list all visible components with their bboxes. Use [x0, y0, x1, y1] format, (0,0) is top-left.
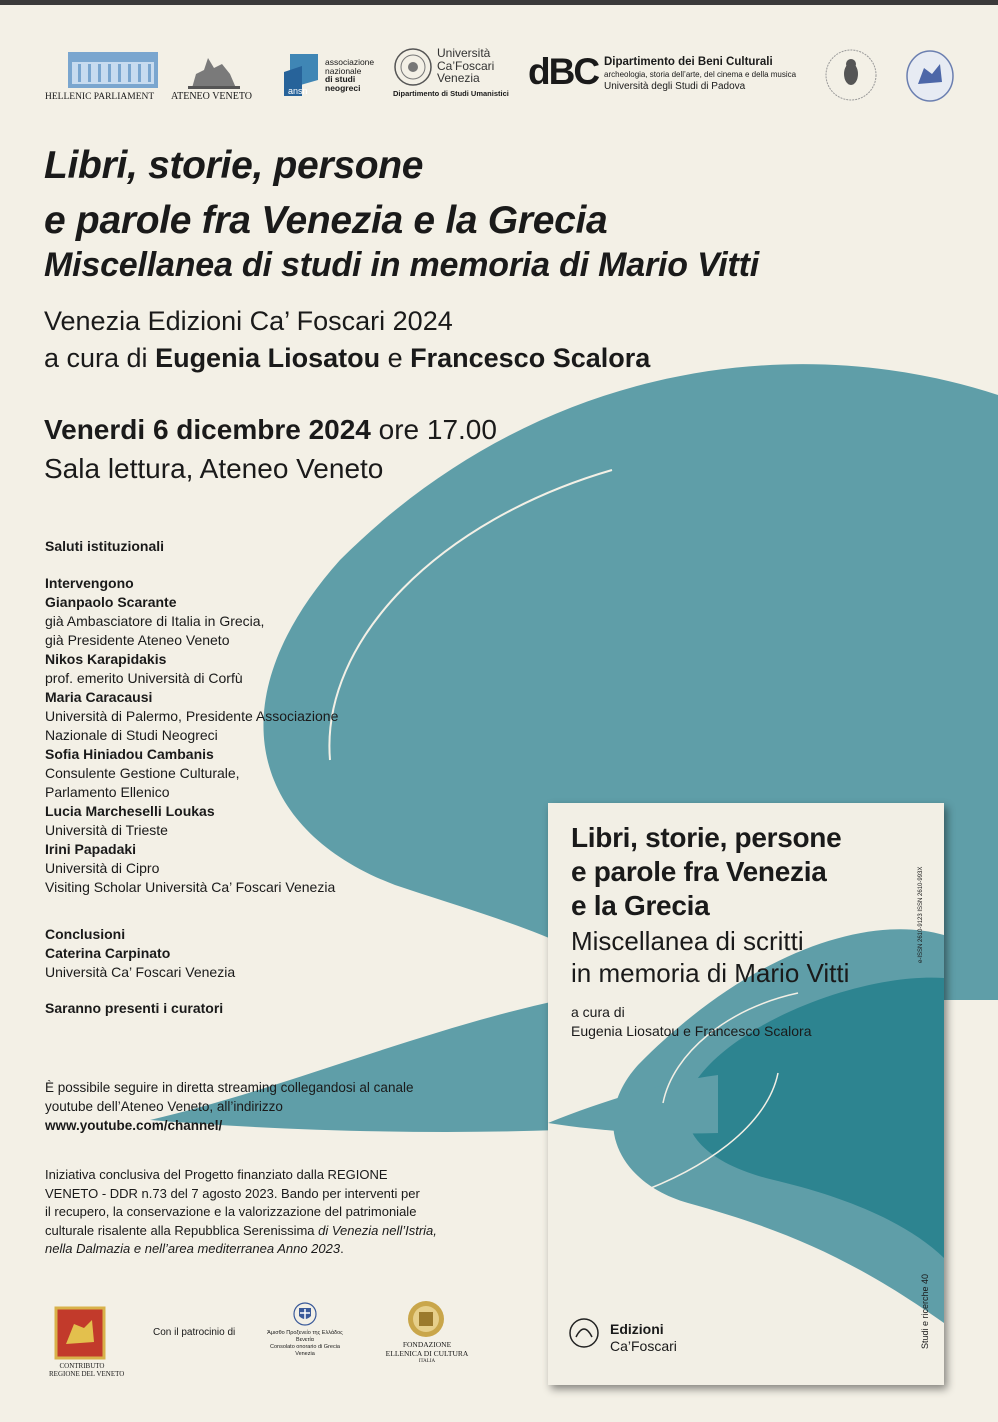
- curators-note: Saranno presenti i curatori: [45, 1000, 224, 1016]
- speaker-name: Nikos Karapidakis: [45, 651, 167, 667]
- ansn-label: [325, 58, 374, 92]
- funding-line4: [45, 1222, 437, 1241]
- cafoscari-label-line1: Università: [437, 46, 491, 60]
- streaming-info: [45, 1078, 413, 1135]
- speaker-name: Gianpaolo Scarante: [45, 594, 177, 610]
- fondazione-line3: ITALIA: [418, 1359, 436, 1364]
- ansn-logo: [282, 52, 320, 98]
- editor-2: Francesco Scalora: [410, 343, 651, 373]
- speaker-name: Sofia Hiniadou Cambanis: [45, 746, 214, 762]
- hellenic-parliament-logo: [66, 48, 162, 90]
- consolato-line4: Venezia: [295, 1351, 315, 1357]
- dbc-line2: archeologia, storia dell’arte, del cinema e della musica: [604, 70, 797, 79]
- ateneo-veneto-logo: [186, 52, 242, 90]
- consulate-seal-icon: [906, 50, 954, 102]
- funding-line1: Iniziativa conclusiva del Progetto finanziato dalla REGIONE: [45, 1167, 388, 1182]
- ansn-short-text: ansn: [288, 86, 308, 96]
- event-day: Venerdi 6 dicembre 2024: [44, 414, 371, 445]
- hellenic-parliament-label: HELLENIC PARLIAMENT: [45, 92, 155, 102]
- cafoscari-dept: Dipartimento di Studi Umanistici: [393, 89, 509, 98]
- book-subtitle: [571, 925, 849, 989]
- fondazione-line1: FONDAZIONE: [402, 1340, 452, 1349]
- book-series: Studi e ricerche 40: [920, 1273, 930, 1349]
- conclusions-heading: Conclusioni: [45, 926, 126, 942]
- main-title-line1: Libri, storie, persone: [44, 144, 424, 187]
- consolato-line2: Βενετία: [296, 1337, 314, 1343]
- cafoscari-seal-icon: [393, 47, 433, 87]
- book-publisher-line1: Edizioni: [610, 1321, 664, 1337]
- greek-coat-of-arms-icon: [292, 1301, 318, 1327]
- speaker-role: Nazionale di Studi Neogreci: [45, 727, 218, 743]
- funding-line4a: culturale risalente alla Repubblica Serenissima: [45, 1222, 319, 1238]
- book-title-line1: Libri, storie, persone: [571, 822, 842, 853]
- main-title-line2: e parole fra Venezia e la Grecia: [44, 199, 608, 242]
- book-subtitle-line2: in memoria di Mario Vitti: [571, 958, 850, 988]
- conclusions-role: Università Ca’ Foscari Venezia: [45, 964, 236, 980]
- speaker-role: già Presidente Ateneo Veneto: [45, 632, 230, 648]
- book-title: [571, 821, 841, 923]
- fondazione-label: [378, 1341, 476, 1367]
- book-title-line3: e la Grecia: [571, 890, 710, 921]
- editors-prefix: a cura di: [44, 343, 156, 373]
- funding-line5-text: nella Dalmazia e nell’area mediterranea Anno 2023: [45, 1241, 341, 1256]
- ansn-label-line3: di studi: [325, 74, 356, 84]
- consolato-line1: Άμισθο Προξενείο της Ελλάδος: [267, 1330, 343, 1336]
- main-title: [44, 138, 607, 248]
- speaker-name: Maria Caracausi: [45, 689, 153, 705]
- editors-and: e: [380, 343, 411, 373]
- book-editors-label: a cura di: [571, 1004, 625, 1020]
- regione-veneto-shield-icon: [54, 1306, 106, 1360]
- streaming-line2: youtube dell’Ateneo Veneto, all’indirizzo: [45, 1099, 283, 1114]
- funding-line3: il recupero, la conservazione e la valorizzazione del patrimoniale: [45, 1204, 417, 1219]
- speaker-role: prof. emerito Università di Corfù: [45, 670, 243, 686]
- book-publisher-line2: Ca’Foscari: [610, 1338, 677, 1354]
- speaker-name: Lucia Marcheselli Loukas: [45, 803, 215, 819]
- speaker-role: Università di Cipro: [45, 860, 160, 876]
- funding-line2: VENETO - DDR n.73 del 7 agosto 2023. Bando per interventi per: [45, 1185, 420, 1201]
- consolato-label: [258, 1330, 352, 1358]
- regione-line1: CONTRIBUTO: [59, 1362, 105, 1370]
- program-speakers: [45, 574, 338, 897]
- main-subtitle: Miscellanea di studi in memoria di Mario Vitti: [44, 246, 760, 284]
- greek-society-seal-icon: [820, 47, 882, 103]
- greetings-heading: Saluti istituzionali: [45, 538, 165, 554]
- editors-line: [44, 343, 650, 374]
- speaker-role: Visiting Scholar Università Ca’ Foscari Venezia: [45, 879, 336, 895]
- ansn-label-line1: associazione: [325, 57, 375, 67]
- speaker-name: Irini Papadaki: [45, 841, 137, 857]
- book-publisher: [610, 1321, 677, 1355]
- book-subtitle-line1: Miscellanea di scritti: [571, 926, 804, 956]
- conclusions-name: Caterina Carpinato: [45, 945, 171, 961]
- conclusions-block: [45, 925, 235, 982]
- streaming-url-link[interactable]: www.youtube.com/channel/: [45, 1118, 223, 1133]
- book-title-line2: e parole fra Venezia: [571, 856, 827, 887]
- speakers-heading: Intervengono: [45, 575, 134, 591]
- regione-veneto-label: [49, 1362, 125, 1378]
- regione-line2: REGIONE DEL VENETO: [49, 1370, 125, 1378]
- funding-line4b: di Venezia nell’Istria,: [318, 1222, 437, 1238]
- speaker-role: già Ambasciatore di Italia in Grecia,: [45, 613, 265, 629]
- cafoscari-label-line2: Ca’Foscari: [437, 58, 495, 73]
- book-cover: [548, 803, 944, 1385]
- dbc-mark: dBC: [528, 51, 599, 92]
- dbc-line3: Università degli Studi di Padova: [604, 81, 746, 92]
- editor-1: Eugenia Liosatou: [155, 343, 381, 373]
- event-venue: Sala lettura, Ateneo Veneto: [44, 453, 384, 484]
- speaker-role: Università di Trieste: [45, 822, 168, 838]
- patronage-label: Con il patrocinio di: [153, 1327, 236, 1338]
- dbc-line1: Dipartimento dei Beni Culturali: [604, 56, 773, 68]
- fondazione-line2: ELLENICA DI CULTURA: [385, 1348, 469, 1358]
- funding-line5: [45, 1240, 437, 1259]
- funding-note: [45, 1166, 437, 1259]
- event-date: [44, 414, 497, 446]
- speaker-role: Consulente Gestione Culturale,: [45, 765, 240, 781]
- ateneo-veneto-label: ATENEO VENETO: [171, 91, 253, 102]
- speaker-role: Università di Palermo, Presidente Associazione: [45, 708, 339, 724]
- consolato-line3: Consolato onorario di Grecia: [269, 1344, 340, 1350]
- ansn-label-line2: nazionale: [325, 65, 362, 76]
- funding-line5-end: .: [340, 1241, 344, 1256]
- streaming-line1: È possibile seguire in diretta streaming collegandosi al canale: [45, 1080, 414, 1095]
- book-editors-names: Eugenia Liosatou e Francesco Scalora: [571, 1023, 812, 1039]
- fondazione-ellenica-emblem-icon: [406, 1299, 446, 1339]
- cafoscari-label: [437, 47, 494, 85]
- publisher-line: Venezia Edizioni Ca’ Foscari 2024: [44, 306, 453, 336]
- speaker-role: Parlamento Ellenico: [45, 784, 170, 800]
- ansn-label-line4: neogreci: [325, 82, 361, 93]
- book-editors: [571, 1003, 811, 1041]
- book-issn: e-ISSN 2610-9123 ISSN 2610-993X: [918, 866, 924, 963]
- event-time: ore 17.00: [370, 414, 497, 445]
- cafoscari-label-line3: Venezia: [437, 71, 480, 85]
